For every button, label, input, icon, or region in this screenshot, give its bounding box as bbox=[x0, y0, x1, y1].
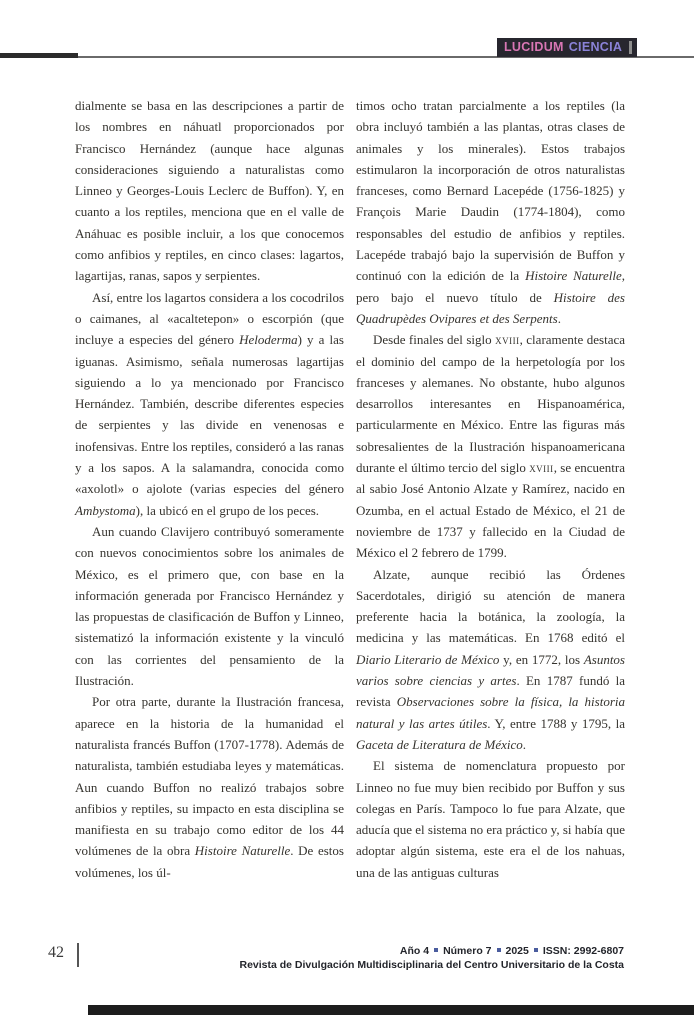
separator-square-icon bbox=[434, 948, 438, 952]
paragraph bbox=[356, 95, 625, 329]
italic-title-text: Histoire des Quadrupèdes Ovipares et des Serpents bbox=[356, 289, 625, 326]
body-text: dialmente se basa en las descripciones a partir de los nombres en náhuatl proporcionados por Francisco Hernández (aunque hace algunas consideraciones siguiendo a naturalistas como Linneo y Georges-Louis Leclerc de Buffon). Y, en cuanto a los reptiles, menciona que en el valle de Anáhuac es posible incluir, a los que conocemos como anfibios y reptiles, en cinco clases: lagartos, lagartijas, ranas, sapos y serpientes. bbox=[75, 98, 344, 284]
body-text: ) y a las iguanas. Asimismo, señala numerosas lagartijas siguiendo a lo ya mencionado por Francisco Hernández. También, describe diferentes especies de serpientes y las divide en venenosas e inofensivas. Entre los reptiles, consideró a las ranas y a los sapos. A la salamandra, conocida como «axolotl» o ajolote (varias especies del género bbox=[75, 332, 344, 497]
paragraph bbox=[75, 521, 344, 691]
body-text: . bbox=[557, 310, 561, 326]
body-text: Aun cuando Clavijero contribuyó someramente con nuevos conocimientos sobre los animales de México, es el primero que, con base en la información generada por Francisco Hernández y las propuestas de clasificación de Buffon y Linneo, sistematizó la información existente y la vinculó con las corrientes del pensamiento de la Ilustración. bbox=[75, 523, 344, 689]
body-text: , pero bajo el nuevo título de bbox=[356, 268, 625, 305]
issue-meta bbox=[194, 944, 624, 958]
italic-title-text: Observaciones sobre la física, la historia natural y las artes útiles bbox=[356, 694, 625, 731]
body-text: y, en 1772, los bbox=[499, 651, 584, 667]
footer-rule-bar bbox=[88, 1005, 694, 1015]
issue-meta-part: Número 7 bbox=[443, 945, 492, 957]
paragraph bbox=[75, 691, 344, 883]
body-text: , se encuentra al sabio José Antonio Alzate y Ramírez, nacido en Ozumba, en el actual Estado de México, el 21 de noviembre de 1737 y fallecido en la Ciudad de México el 2 febrero de 1799. bbox=[356, 460, 625, 561]
footer-meta bbox=[194, 944, 624, 972]
body-text: ), la ubicó en el grupo de los peces. bbox=[135, 502, 320, 518]
journal-title-line: Revista de Divulgación Multidisciplinaria del Centro Universitario de la Costa bbox=[239, 959, 624, 971]
italic-title-text: Ambystoma bbox=[75, 502, 136, 518]
body-text: timos ocho tratan parcialmente a los reptiles (la obra incluyó también a las plantas, otras clases de animales y los minerales). Estos trabajos estimularon la incorporación de otros naturalistas franceses, como Bernard Lacepéde (1756-1825) y François Marie Daudin (1774-1804), como responsables del estudio de anfibios y reptiles. Lacepéde trabajó bajo la supervisión de Buffon y continuó con la edición de la bbox=[356, 98, 625, 284]
page-number-divider bbox=[77, 943, 79, 967]
paragraph bbox=[356, 329, 625, 563]
body-text: Así, entre los lagartos considera a los cocodrilos o caimanes, al «acaltetepon» o escorpión (que incluye a especies del género bbox=[75, 289, 344, 348]
body-text: , claramente destaca el dominio del campo de la herpetología por los franceses y alemanes. No obstante, hubo algunos desarrollos interesantes en Hispanoamérica, particularmente en México. Entre las figuras más sobresalientes de la Ilustración hispanoamericana durante el último tercio del siglo bbox=[356, 332, 625, 476]
header-rule-thick-segment bbox=[0, 53, 78, 58]
brand-word-lucidum: LUCIDUM bbox=[504, 40, 564, 54]
italic-title-text: Heloderma bbox=[239, 332, 298, 348]
italic-title-text: Asuntos varios sobre ciencias y artes bbox=[356, 651, 625, 689]
brand-badge bbox=[497, 38, 637, 57]
body-text: Alzate, aunque recibió las Órdenes Sacerdotales, dirigió su atención de manera preferente hacia la botánica, la zoología, la medicina y las matemáticas. En 1768 editó el bbox=[356, 566, 625, 646]
body-text: El sistema de nomenclatura propuesto por Linneo no fue muy bien recibido por Buffon y sus colegas en París. Tampoco lo fue para Alzate, que aducía que el sistema no era práctico y, si había que adoptar algún sistema, este era el de los nahuas, una de las antiguas culturas bbox=[356, 758, 625, 880]
italic-title-text: Gaceta de Literatura de México bbox=[356, 736, 523, 752]
body-text: Desde finales del siglo bbox=[373, 332, 496, 348]
body-text: . bbox=[522, 736, 527, 752]
paragraph bbox=[75, 95, 344, 287]
issue-meta-part: ISSN: 2992-6807 bbox=[542, 945, 624, 957]
badge-accent-strip bbox=[629, 41, 632, 54]
paragraph bbox=[75, 287, 344, 521]
issue-meta-part: Año 4 bbox=[399, 945, 430, 957]
body-text: . En 1787 fundó la revista bbox=[356, 673, 625, 710]
italic-title-text: Histoire Naturelle bbox=[525, 268, 622, 284]
issue-meta-part: 2025 bbox=[505, 945, 529, 957]
paragraph bbox=[356, 564, 625, 756]
body-text: . Y, entre 1788 y 1795, la bbox=[487, 715, 625, 731]
body-text: xviii bbox=[495, 332, 520, 348]
text-column bbox=[75, 95, 344, 883]
body-text: . De estos volúmenes, los úl- bbox=[75, 843, 344, 880]
separator-square-icon bbox=[534, 948, 538, 952]
italic-title-text: Diario Literario de México bbox=[356, 651, 500, 667]
body-text: xviii bbox=[529, 460, 554, 476]
article-body bbox=[75, 95, 625, 883]
body-text: Por otra parte, durante la Ilustración francesa, aparece en la historia de la humanidad el naturalista francés Buffon (1707-1778). Además de naturalista, también estudiaba leyes y matemáticas. Aun cuando Buffon no realizó trabajos sobre anfibios y reptiles, su impacto en esta disciplina se manifiesta en su trabajo como editor de los 44 volúmenes de la obra bbox=[75, 694, 344, 859]
page-number: 42 bbox=[48, 944, 64, 961]
paragraph bbox=[356, 755, 625, 883]
italic-title-text: Histoire Naturelle bbox=[194, 843, 291, 859]
separator-square-icon bbox=[497, 948, 501, 952]
text-column bbox=[356, 95, 625, 883]
brand-word-ciencia: CIENCIA bbox=[568, 40, 623, 54]
